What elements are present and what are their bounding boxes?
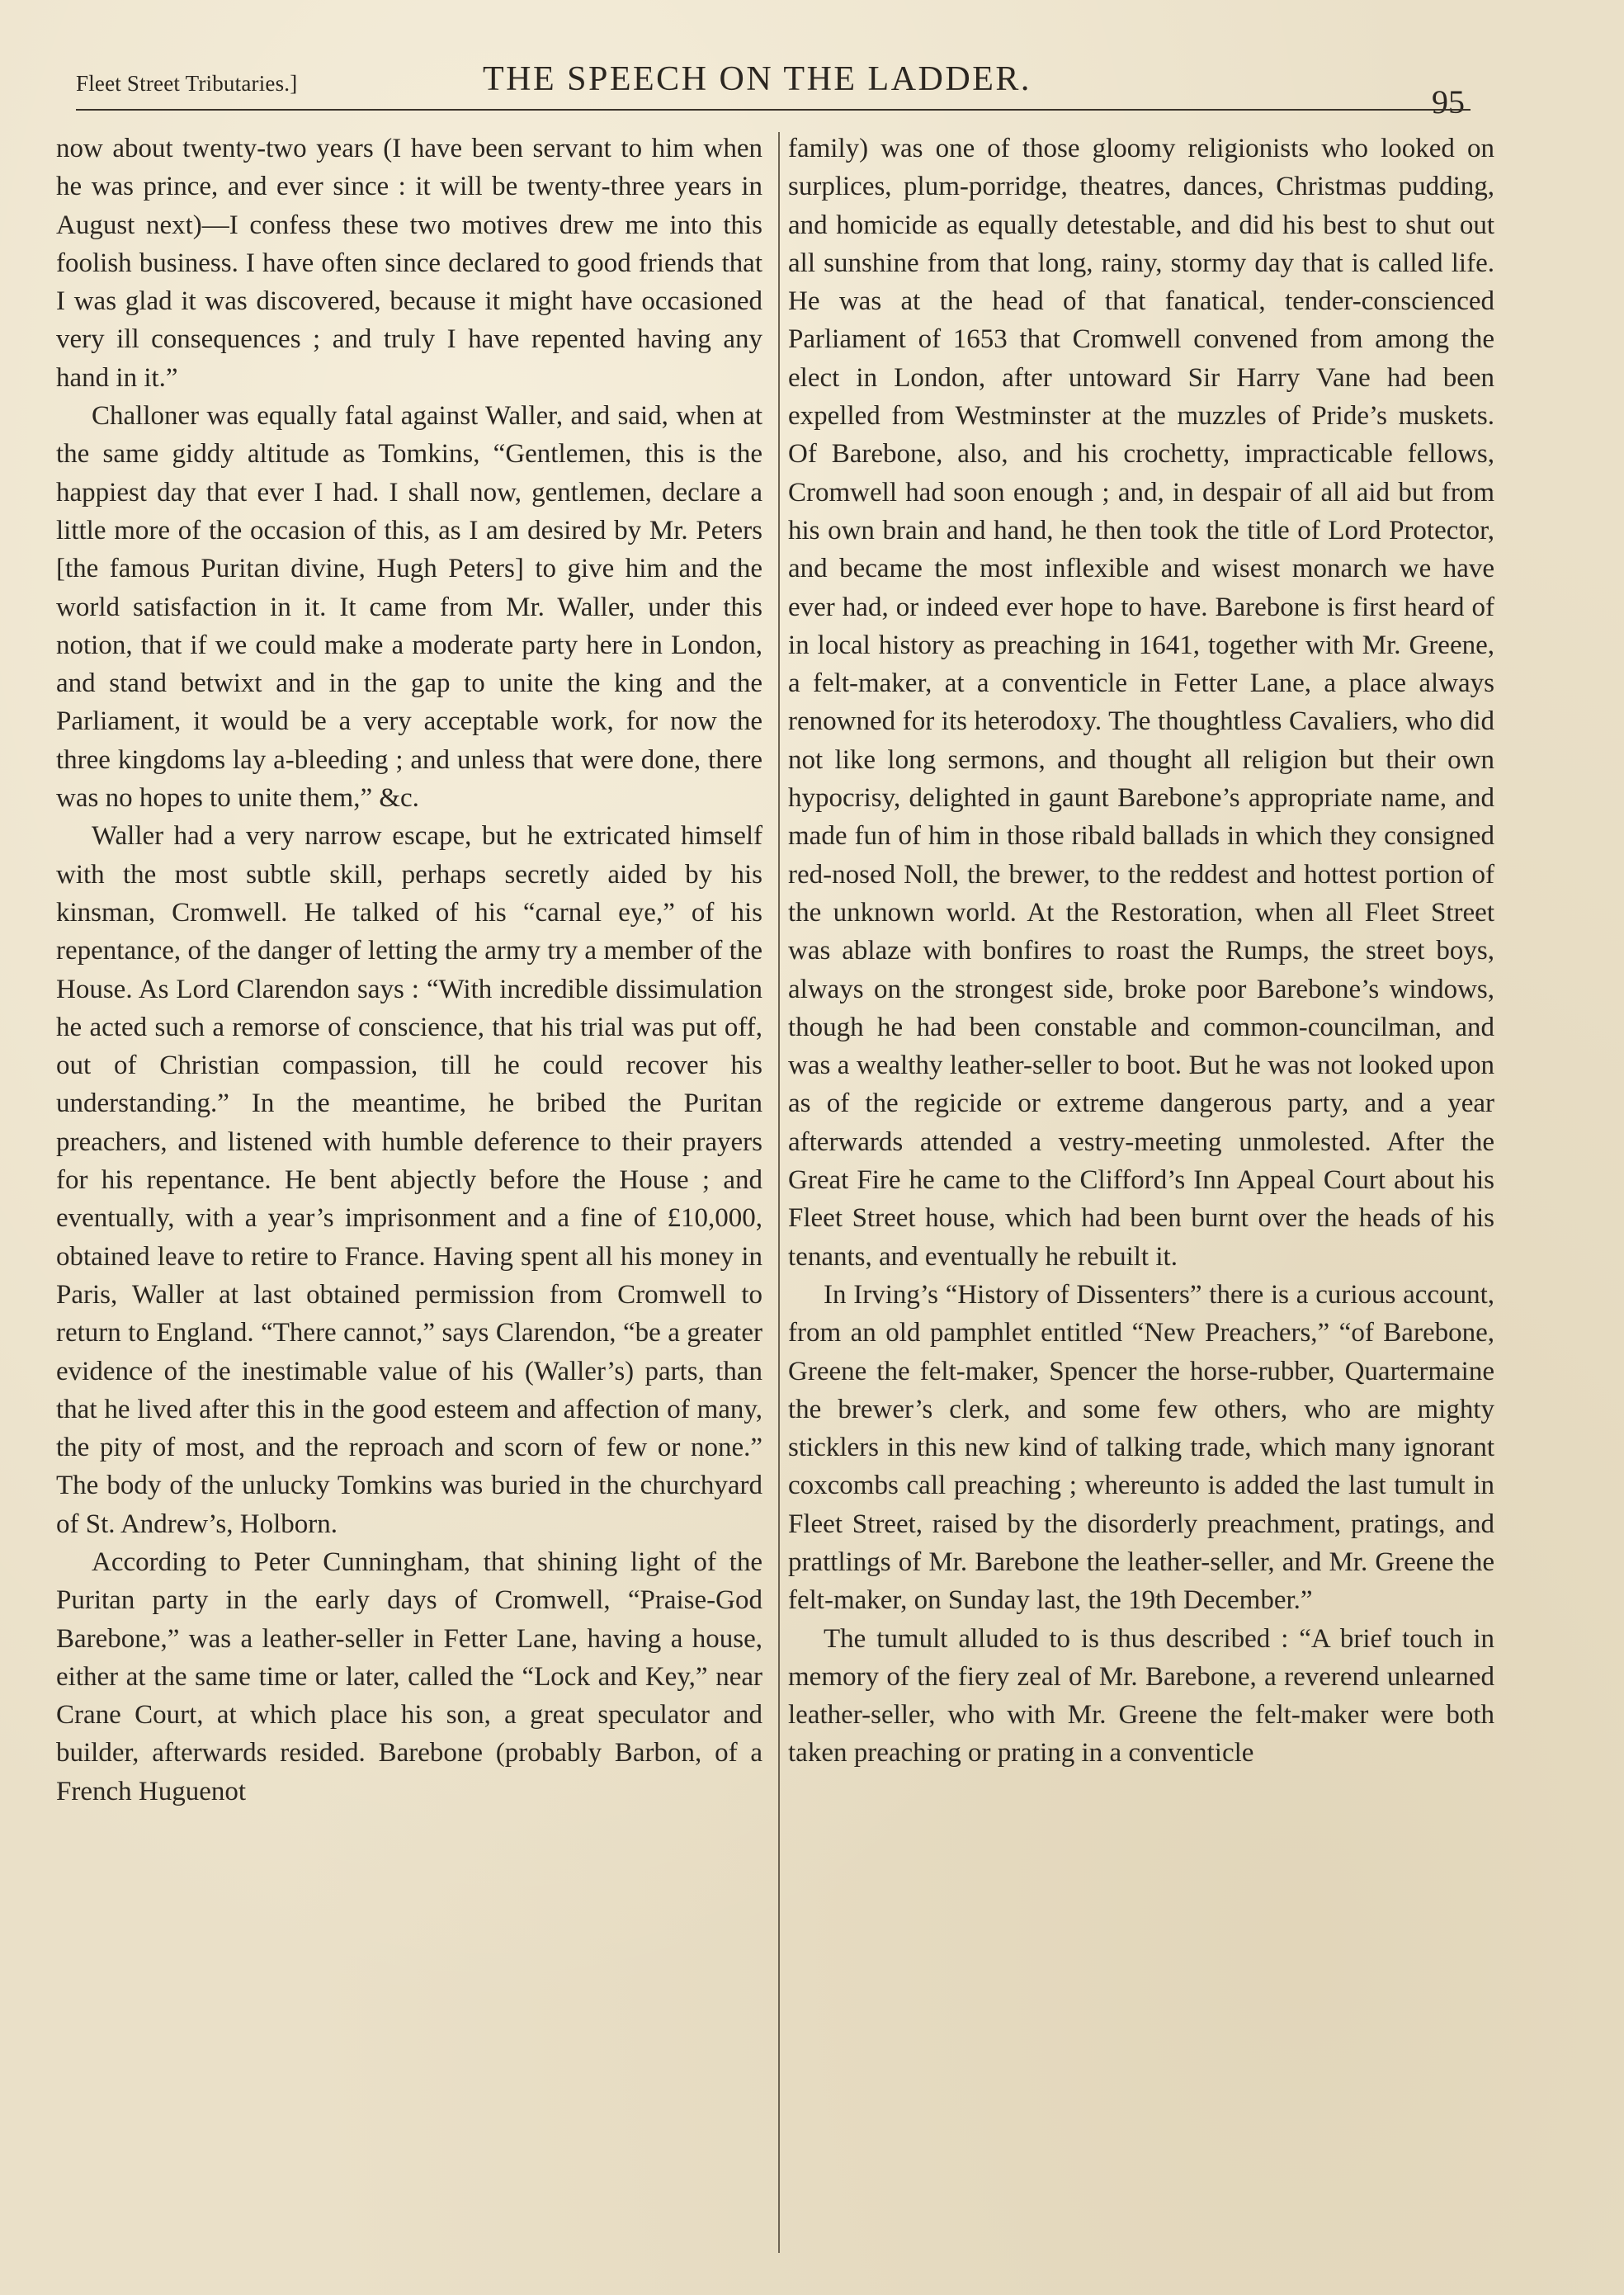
page-title: THE SPEECH ON THE LADDER. — [483, 60, 1032, 98]
paragraph: In Irving’s “History of Dissenters” there is a curious account, from an old pamphlet entitled “New Preachers,” “of Barebone, Greene the felt-maker, Spencer the horse-rubber, Quartermaine the brewer’s clerk, and some few others, who are mighty sticklers in this new kind of talking trade, which many ignorant coxcombs call preaching ; whereunto is added the last tumult in Fleet Street, raised by the disorderly preachment, pratings, and prattlings of Mr. Barebone the leather-seller, and Mr. Greene the felt-maker, on Sunday last, the 19th December.” — [788, 1279, 1494, 1616]
paragraph: now about twenty-two years (I have been servant to him when he was prince, and ever since : it will be twenty-three years in August next)—I confess these two motives drew me into this foolish business. I have often since declared to good friends that I was glad it was discovered, because it might have occasioned very ill consequences ; and truly I have repented having any hand in it.” — [56, 134, 762, 393]
header-rule — [76, 109, 1471, 111]
right-column — [788, 130, 1494, 1773]
paragraph: Challoner was equally fatal against Waller, and said, when at the same giddy altitude as Tomkins, “Gentlemen, this is the happiest day that ever I had. I shall now, gentlemen, declare a little more of the occasion of this, as I am desired by Mr. Peters [the famous Puritan divine, Hugh Peters] to give him and the world satisfaction in it. It came from Mr. Waller, under this notion, that if we could make a moderate party here in London, and stand betwixt and in the gap to unite the king and the Parliament, it would be a very acceptable work, for now the three kingdoms lay a-bleeding ; and unless that were done, there was no hopes to unite them,” &c. — [56, 401, 762, 814]
left-column — [56, 130, 762, 1811]
column-divider — [778, 132, 780, 2253]
running-head: Fleet Street Tributaries.] — [76, 71, 298, 96]
paragraph: family) was one of those gloomy religionists who looked on surplices, plum-porridge, theatres, dances, Christmas pudding, and homicide as equally detestable, and did his best to shut out all sunshine from that long, rainy, stormy day that is called life. He was at the head of that fanatical, tender-conscienced Parliament of 1653 that Cromwell convened from among the elect in London, after untoward Sir Harry Vane had been expelled from Westminster at the muzzles of Pride’s muskets. Of Barebone, also, and his crochetty, impracticable fellows, Cromwell had soon enough ; and, in despair of all aid but from his own brain and hand, he then took the title of Lord Protector, and became the most inflexible and wisest monarch we have ever had, or indeed ever hope to have. Barebone is first heard of in local history as preaching in 1641, together with Mr. Greene, a felt-maker, at a conventicle in Fetter Lane, a place always renowned for its heterodoxy. The thoughtless Cavaliers, who did not like long sermons, and thought all religion but their own hypocrisy, delighted in gaunt Barebone’s appropriate name, and made fun of him in those ribald ballads in which they consigned red-nosed Noll, the brewer, to the reddest and hottest portion of the unknown world. At the Restoration, when all Fleet Street was ablaze with bonfires to roast the Rumps, the street boys, always on the strongest side, broke poor Barebone’s windows, though he had been constable and common-councilman, and was a wealthy leather-seller to boot. But he was not looked upon as of the regicide or extreme dangerous party, and a year afterwards attended a vestry-meeting unmolested. After the Great Fire he came to the Clifford’s Inn Appeal Court about his Fleet Street house, which had been burnt over the heads of his tenants, and eventually he rebuilt it. — [788, 134, 1494, 1272]
page-number: 95 — [1432, 83, 1465, 120]
paragraph: According to Peter Cunningham, that shining light of the Puritan party in the early days of Cromwell, “Praise-God Barebone,” was a leather-seller in Fetter Lane, having a house, either at the same time or later, called the “Lock and Key,” near Crane Court, at which place his son, a great speculator and builder, afterwards resided. Barebone (probably Barbon, of a French Huguenot — [56, 1547, 762, 1806]
paragraph: Waller had a very narrow escape, but he extricated himself with the most subtle skill, perhaps secretly aided by his kinsman, Cromwell. He talked of his “carnal eye,” of his repentance, of the danger of letting the army try a member of the House. As Lord Clarendon says : “With incredible dissimulation he acted such a remorse of conscience, that his trial was put off, out of Christian compassion, till he could recover his understanding.” In the meantime, he bribed the Puritan preachers, and listened with humble deference to their prayers for his repentance. He bent abjectly before the House ; and eventually, with a year’s imprisonment and a fine of £10,000, obtained leave to retire to France. Having spent all his money in Paris, Waller at last obtained permission from Cromwell to return to England. “There cannot,” says Clarendon, “be a greater evidence of the inestimable value of his (Waller’s) parts, than that he lived after this in the good esteem and affection of many, the pity of most, and the reproach and scorn of few or none.” The body of the unlucky Tomkins was buried in the churchyard of St. Andrew’s, Holborn. — [56, 821, 762, 1539]
paragraph: The tumult alluded to is thus described : “A brief touch in memory of the fiery zeal of Mr. Barebone, a reverend unlearned leather-seller, who with Mr. Greene the felt-maker were both taken preaching or prating in a conventicle — [788, 1623, 1494, 1768]
